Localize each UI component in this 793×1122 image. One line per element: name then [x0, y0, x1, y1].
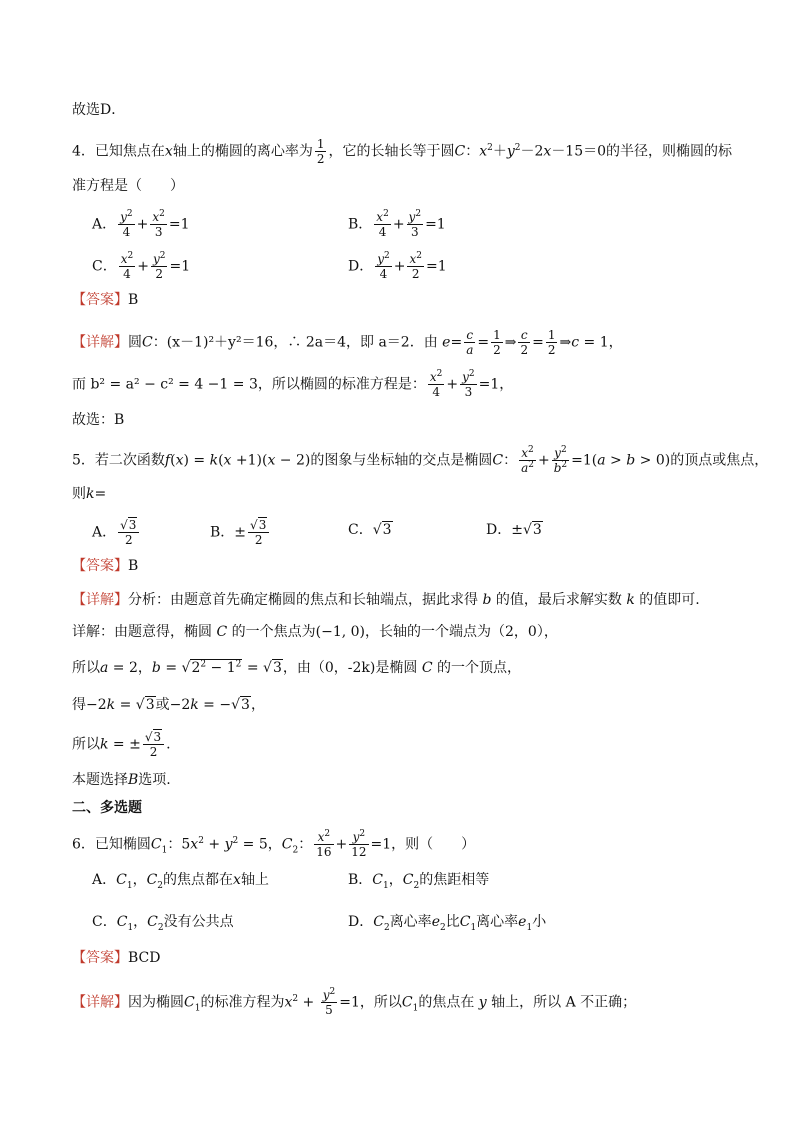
question-5-line-1: 5．若二次函数f(x) = k(x +1)(x − 2)的图象与坐标轴的交点是椭圆C： $\frac{x^2}{a^2}$ + $\frac{y^2}{b^2}$ =1(a > b > 0)的顶点或焦点， [72, 445, 769, 475]
detail-5-line-5: 所以k = ± $\frac{√3}{2}$ . [72, 730, 171, 759]
answer-6 [72, 948, 160, 968]
option-c: C．$C_1$，$C_2$没有公共点 [92, 914, 234, 933]
detail-5-line-1: 【详解】分析：由题意首先确定椭圆的焦点和长轴端点，据此求得 b 的值，最后求解实数 k 的值即可. [72, 592, 700, 608]
detail-4-line-2: 而 b² = a² − c² = 4 −1 = 3，所以椭圆的标准方程是： $\frac{x^2}{4}$ + $\frac{y^2}{3}$ =1， [72, 369, 514, 399]
text-span: ，长轴的一个端点为（2，0）， [365, 624, 558, 640]
text-span: 则 [72, 486, 86, 502]
text-span: 本题选择 [72, 772, 128, 788]
answer-tag: 【答案】 [72, 558, 128, 574]
answer-value: B [128, 292, 139, 308]
option-label: B． [210, 524, 235, 541]
option-label: C． [348, 522, 373, 538]
question-4-line-1: 4．已知焦点在x轴上的椭圆的离心率为 $\frac{1}{2}$ ，它的长轴长等于圆C：$x^2+y^2-2x-15=0$的半径，则椭圆的标 [72, 137, 733, 166]
text-span: 所以 [72, 736, 100, 753]
option-label: A． [92, 524, 117, 541]
text-span: ：(x－1)²＋y²＝16，∴ 2a＝4，即 a＝2．由 [152, 334, 438, 351]
option-label: A． [92, 216, 117, 233]
option-d: D． $\frac{y^2}{4}$ + $\frac{x^2}{2}$ =1 [348, 251, 447, 281]
text-span: 而 b² = a² − c² = 4 −1 = 3，所以椭圆的标准方程是： [72, 376, 426, 393]
text-line [72, 100, 125, 120]
option-c: C．√3 [348, 522, 392, 538]
option-a: A． $\frac{√3}{2}$ [92, 518, 141, 547]
text-span: 4．已知焦点在 [72, 143, 165, 160]
section-heading [72, 798, 142, 818]
text-span: 的焦点在 [418, 994, 475, 1011]
text-span: 的焦点都在 [163, 872, 234, 888]
option-b: B．± $\frac{√3}{2}$ [210, 518, 271, 547]
text-span: 的标准方程为 [200, 994, 285, 1011]
option-label: C． [92, 258, 117, 275]
answer-value: BCD [128, 950, 161, 966]
text-span: 6．已知椭圆 [72, 836, 151, 853]
text-span: 故选D． [72, 102, 126, 118]
text-span: 因为椭圆 [128, 994, 184, 1011]
text-span: 准方程是（ ） [72, 178, 184, 194]
text-span: ，所以 [359, 994, 402, 1011]
text-span: 二、多选题 [72, 800, 142, 816]
option-b: B．$C_1$，$C_2$的焦距相等 [348, 872, 490, 891]
option-b: B． $\frac{x^2}{4}$ + $\frac{y^2}{3}$ =1 [348, 209, 446, 239]
text-span: 离心率 [476, 914, 519, 930]
question-6-line-1: 6．已知椭圆$C_1$：$5x^2 + y^2 = 5$，$C_2$： $\frac{x^2}{16}$ + $\frac{y^2}{12}$ =1，则（ ） [72, 829, 476, 859]
detail-5-line-2: 详解：由题意得，椭圆 C 的一个焦点为(−1, 0)，长轴的一个端点为（2，0）， [72, 624, 558, 640]
question-4-line-2 [72, 176, 184, 196]
option-d: D．±√3 [486, 522, 542, 538]
text-span: 的半径，则椭圆的标 [606, 143, 733, 160]
text-span: 详解：由题意得，椭圆 [72, 624, 212, 640]
option-c: C． $\frac{x^2}{4}$ + $\frac{y^2}{2}$ =1 [92, 251, 191, 281]
text-span: ，则（ ） [391, 836, 476, 853]
text-span: 轴上 [240, 872, 269, 888]
option-d: D．$C_2$离心率$e_2$比$C_1$离心率$e_1$小 [348, 914, 547, 933]
text-span: 小 [532, 914, 547, 930]
text-span: 故选：B [72, 412, 125, 428]
fraction: $\frac{1}{2}$ [316, 137, 325, 166]
detail-tag: 【详解】 [72, 994, 128, 1011]
answer-tag: 【答案】 [72, 950, 128, 966]
text-span: 的一个顶点， [436, 660, 521, 676]
text-span: 5．若二次函数 [72, 452, 165, 469]
detail-6-line-1: 【详解】因为椭圆$C_1$的标准方程为$x^2$ + $\frac{y^2}{5}$ =1，所以$C_1$的焦点在 y 轴上，所以 A 不正确； [72, 987, 637, 1017]
detail-tag: 【详解】 [72, 334, 128, 351]
text-span: 选项. [138, 772, 171, 788]
option-label: B． [348, 216, 373, 233]
answer-5 [72, 556, 138, 576]
detail-5-line-6: 本题选择B选项. [72, 772, 171, 788]
text-span: 比 [445, 914, 460, 930]
detail-4-line-3 [72, 410, 124, 430]
text-span: 圆 [128, 334, 142, 351]
text-span: ，由（0，-2k)是椭圆 [282, 660, 418, 676]
option-label: D． [486, 522, 512, 538]
option-a: A． $\frac{y^2}{4}$ + $\frac{x^2}{3}$ =1 [92, 209, 190, 239]
option-a: A．$C_1$，$C_2$的焦点都在x轴上 [92, 872, 269, 891]
text-span: ，它的长轴长等于圆 [328, 143, 455, 160]
text-span: 的焦距相等 [419, 872, 490, 888]
option-label: D． [348, 258, 374, 275]
detail-5-line-4: 得−2k = √3或−2k = −√3， [72, 697, 265, 713]
text-span: 轴上，所以 A 不正确； [491, 994, 637, 1011]
text-span: 的一个焦点为 [231, 624, 316, 640]
detail-4-line-1: 【详解】圆C：(x－1)²＋y²＝16，∴ 2a＝4，即 a＝2．由 e= $\frac{c}{a}$ = $\frac{1}{2}$ ⇒ $\frac{c}{2}$ = $\frac{1}{2}$ ⇒c = 1， [72, 328, 623, 357]
text-span: 得 [72, 697, 86, 713]
text-span: 轴上的椭圆的离心率为 [172, 143, 313, 160]
answer-4 [72, 290, 138, 310]
text-span: 没有公共点 [163, 914, 234, 930]
detail-5-line-3: 所以a = 2，$b = √2^2 - 1^2 = √3$，由（0，-2k)是椭圆 C 的一个顶点， [72, 659, 521, 676]
text-span: 的值即可. [639, 592, 700, 608]
text-span: 离心率 [389, 914, 432, 930]
text-span: 或 [155, 697, 170, 713]
text-span: 的图象与坐标轴的交点是椭圆 [310, 452, 493, 469]
question-5-line-2: 则k= [72, 486, 107, 502]
text-span: 的值，最后求解实数 [495, 592, 622, 608]
text-span: 所以 [72, 660, 100, 676]
text-span: 的顶点或焦点， [670, 452, 769, 469]
answer-value: B [128, 558, 139, 574]
detail-tag: 【详解】 [72, 592, 128, 608]
text-span: 分析：由题意首先确定椭圆的焦点和长轴端点，据此求得 [128, 592, 478, 608]
answer-tag: 【答案】 [72, 292, 128, 308]
